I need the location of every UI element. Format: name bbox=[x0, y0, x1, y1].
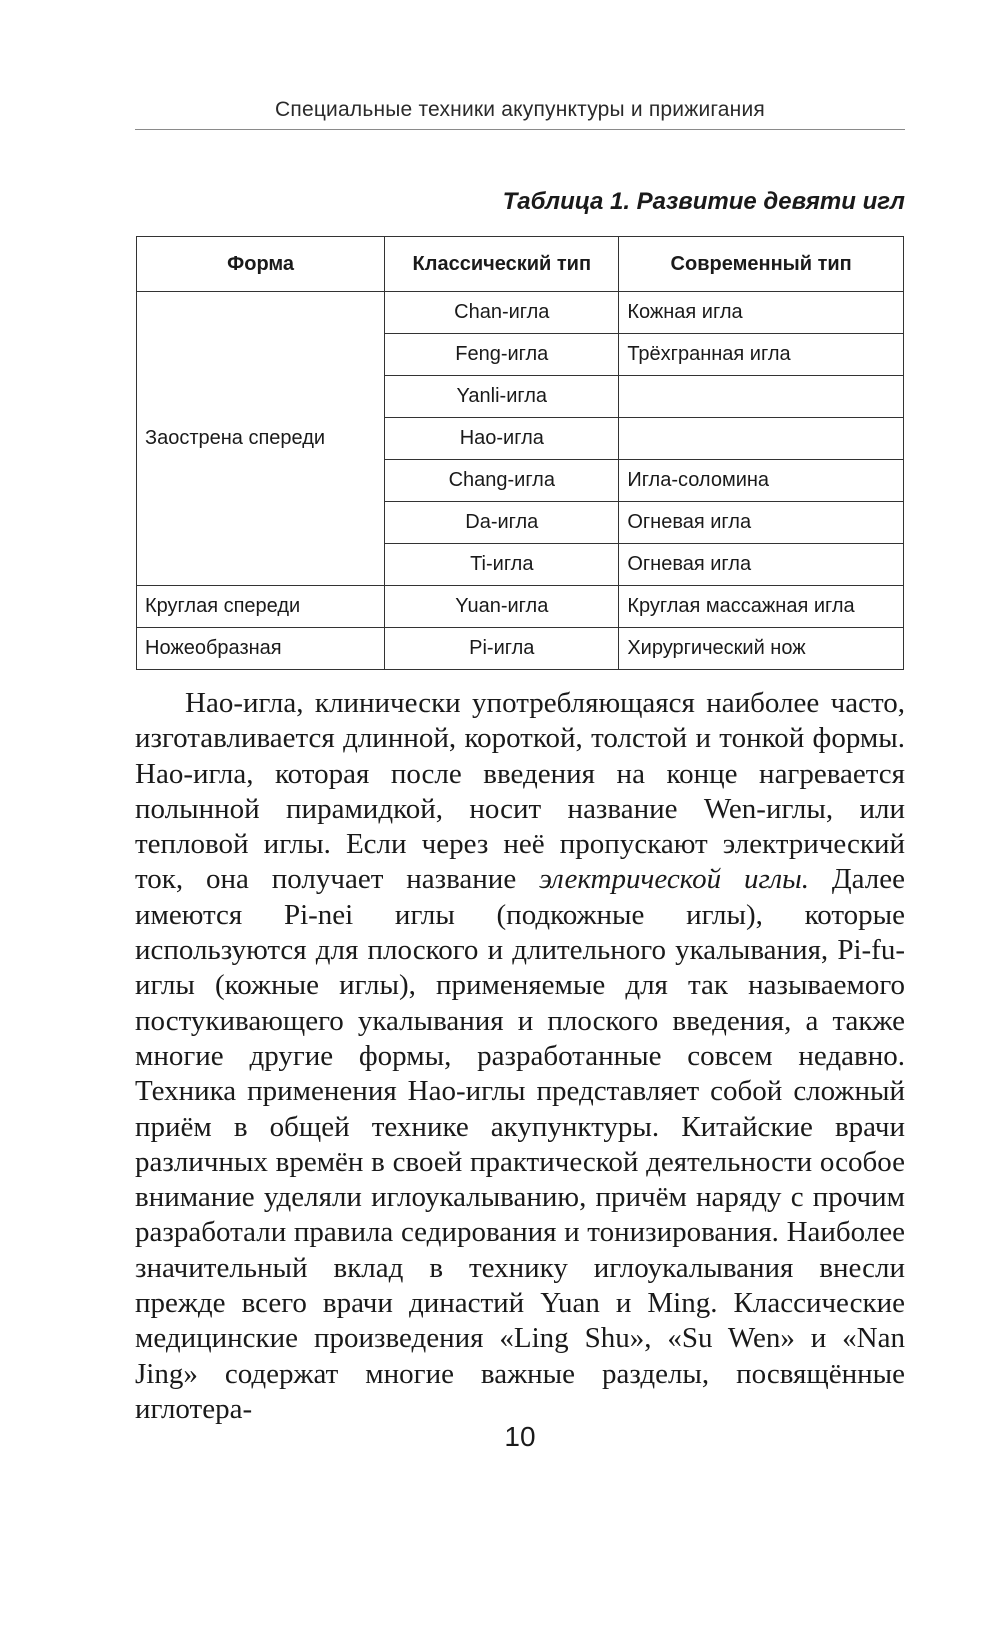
column-header-form: Форма bbox=[137, 237, 385, 292]
form-cell: Круглая спереди bbox=[137, 586, 385, 628]
needles-table bbox=[136, 236, 904, 670]
classic-cell: Ti-игла bbox=[385, 544, 619, 586]
classic-cell: Yuan-игла bbox=[385, 586, 619, 628]
classic-cell: Yanli-игла bbox=[385, 376, 619, 418]
modern-cell: Огневая игла bbox=[619, 544, 904, 586]
column-header-modern: Современный тип bbox=[619, 237, 904, 292]
classic-cell: Hao-игла bbox=[385, 418, 619, 460]
modern-cell: Огневая игла bbox=[619, 502, 904, 544]
classic-cell: Feng-игла bbox=[385, 334, 619, 376]
body-text-part2: Далее имеются Pi-nei иглы (подкожные иглы), которые используются для плоского и длительного укалывания, Pi-fu-иглы (кожные иглы), применяемые для так называемого постукивающего укалывания и плоского введения, а также многие другие формы, разработанные совсем недавно. Техника применения Hao-иглы представляет собой сложный приём в общей технике акупунктуры. Китайские врачи различных времён в своей практической деятельности особое внимание уделяли иглоукалыванию, причём наряду с прочим разработали правила седирования и тонизирования. Наиболее значительный вклад в технику иглоукалывания внесли прежде всего врачи династий Yuan и Ming. Классические медицинские произведения «Ling Shu», «Su Wen» и «Nan Jing» содержат многие важные разделы, посвящённые иглотера- bbox=[135, 863, 905, 1425]
table-header-row bbox=[137, 237, 904, 292]
body-paragraph bbox=[135, 686, 905, 1427]
modern-cell bbox=[619, 376, 904, 418]
table-caption: Таблица 1. Развитие девяти игл bbox=[502, 188, 905, 215]
modern-cell bbox=[619, 418, 904, 460]
classic-cell: Chang-игла bbox=[385, 460, 619, 502]
table-row bbox=[137, 586, 904, 628]
classic-cell: Da-игла bbox=[385, 502, 619, 544]
classic-cell: Pi-игла bbox=[385, 628, 619, 670]
classic-cell: Chan-игла bbox=[385, 292, 619, 334]
modern-cell: Трёхгранная игла bbox=[619, 334, 904, 376]
column-header-classic: Классический тип bbox=[385, 237, 619, 292]
running-header: Специальные техники акупунктуры и прижигания bbox=[275, 98, 765, 121]
page-number: 10 bbox=[504, 1421, 536, 1452]
table-row bbox=[137, 628, 904, 670]
form-cell: Ножеобразная bbox=[137, 628, 385, 670]
modern-cell: Круглая массажная игла bbox=[619, 586, 904, 628]
modern-cell: Игла-соломина bbox=[619, 460, 904, 502]
body-text-part1: Hao-игла, клинически употребляющаяся наиболее часто, изготавливается длинной, короткой, толстой и тонкой формы. Hao-игла, которая после введения на конце нагревается полынной пирамидкой, носит название Wen-иглы, или тепловой иглы. Если через неё пропускают электрический ток, она получает название bbox=[135, 687, 905, 896]
form-cell: Заострена спереди bbox=[137, 292, 385, 586]
modern-cell: Кожная игла bbox=[619, 292, 904, 334]
body-text-emphasis: электрической иглы. bbox=[539, 863, 809, 896]
modern-cell: Хирургический нож bbox=[619, 628, 904, 670]
header-rule bbox=[135, 129, 905, 130]
table-row bbox=[137, 292, 904, 334]
